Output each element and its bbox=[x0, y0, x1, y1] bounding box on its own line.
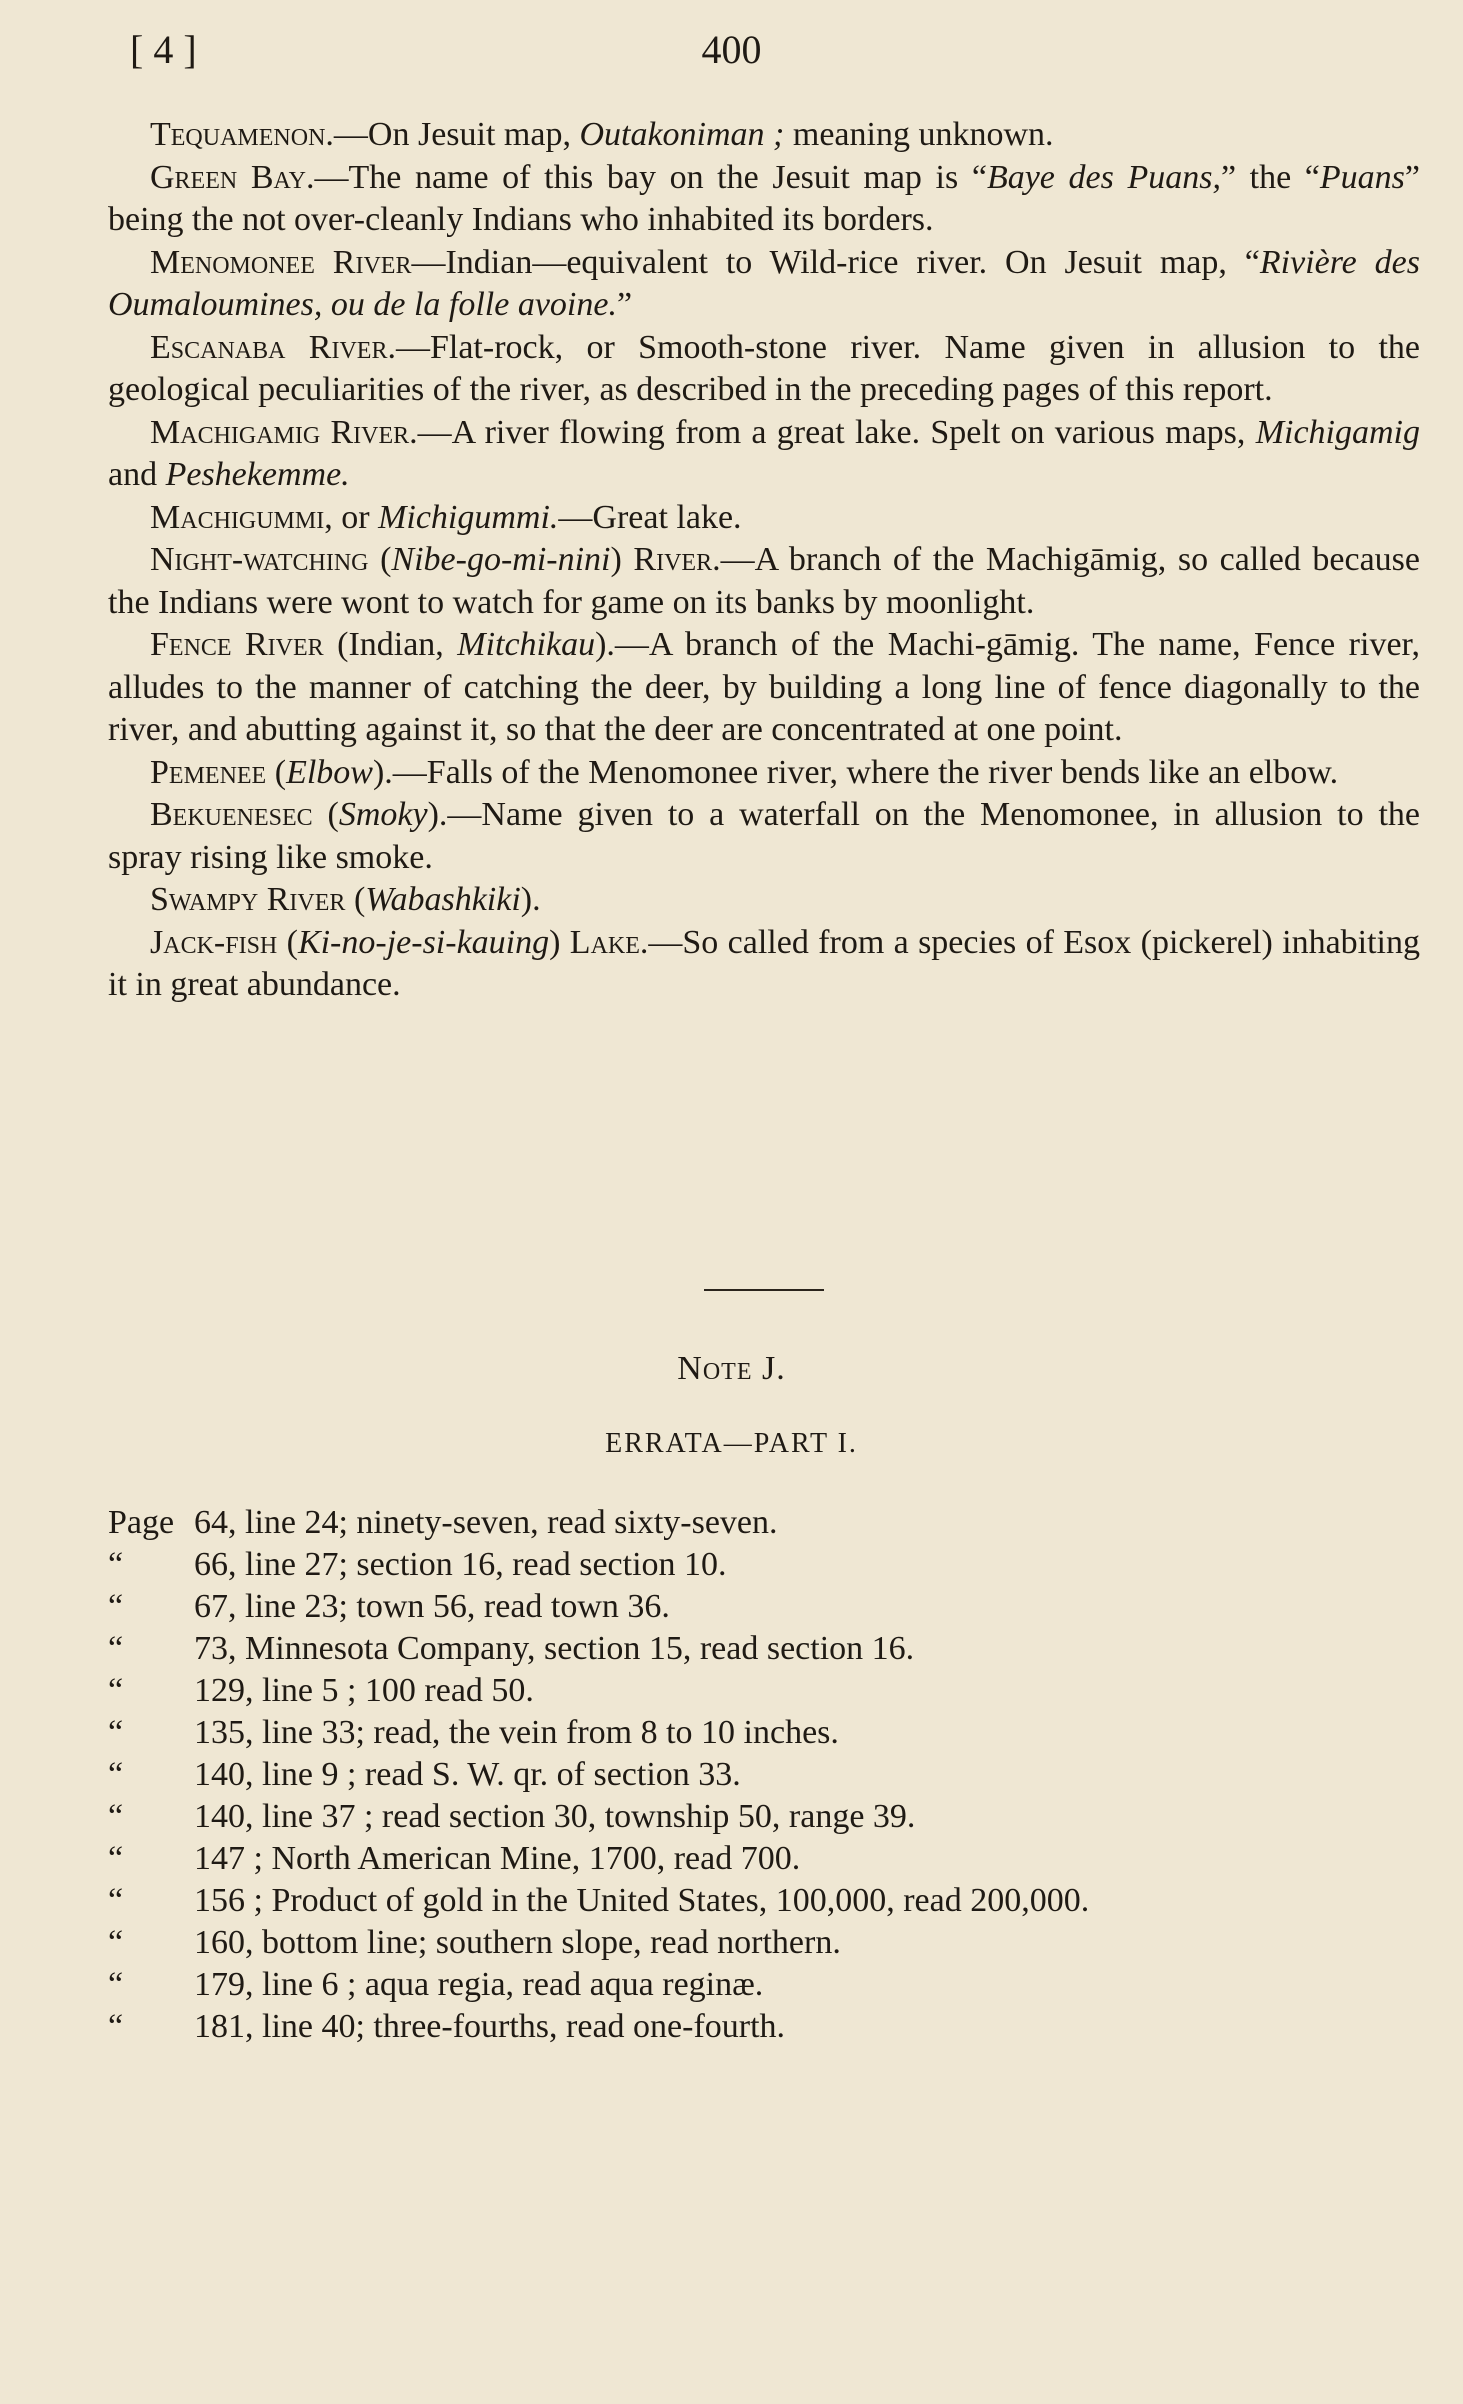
entry-text: River. bbox=[633, 541, 721, 578]
glossary-entry bbox=[108, 114, 1420, 157]
errata-text: 156 ; Product of gold in the United States, 100,000, read 200,000. bbox=[194, 1882, 1090, 1919]
errata-text: 181, line 40; three-fourths, read one-fourth. bbox=[194, 2008, 786, 2045]
glossary-entry bbox=[108, 242, 1420, 327]
errata-prefix: “ bbox=[108, 1924, 124, 1961]
glossary-entry bbox=[108, 157, 1420, 242]
entry-text: or bbox=[332, 498, 379, 536]
glossary-entry bbox=[108, 922, 1420, 1007]
glossary-entry bbox=[108, 794, 1420, 879]
errata-row bbox=[108, 1838, 1398, 1880]
errata-prefix: Page bbox=[108, 1504, 175, 1541]
entry-text: (Indian, bbox=[323, 626, 458, 663]
entry-text: Elbow bbox=[286, 753, 373, 791]
entry-heading: Pemenee bbox=[150, 753, 267, 791]
glossary-entry bbox=[108, 497, 1420, 540]
entry-text: ).—A branch of the Machi-gāmig. The name, Fence river, alludes to the manner of catching the deer, by building a long line of fence diagonally to the river, and abutting against it, so that the deer are concentrated at one point. bbox=[108, 626, 1420, 748]
errata-row bbox=[108, 2006, 1398, 2048]
errata-text: 160, bottom line; southern slope, read northern. bbox=[194, 1924, 841, 1961]
glossary-entry bbox=[108, 624, 1420, 752]
errata-prefix: “ bbox=[108, 1714, 124, 1751]
entry-heading: Bekuenesec bbox=[150, 796, 313, 833]
entry-text: Smoky bbox=[338, 796, 428, 833]
errata-prefix: “ bbox=[108, 1588, 124, 1625]
errata-row bbox=[108, 1922, 1398, 1964]
entry-heading: Machigamig River. bbox=[150, 413, 418, 451]
errata-prefix: “ bbox=[108, 1798, 124, 1835]
errata-text: 140, line 37 ; read section 30, township 50, range 39. bbox=[194, 1798, 916, 1835]
entry-text: —Great lake. bbox=[558, 498, 742, 536]
errata-prefix: “ bbox=[108, 1756, 124, 1793]
entry-text: ” bbox=[616, 286, 633, 323]
errata-row bbox=[108, 1964, 1398, 2006]
glossary-entry bbox=[108, 539, 1420, 624]
errata-text: 179, line 6 ; aqua regia, read aqua reginæ. bbox=[194, 1966, 764, 2003]
entry-heading: Machigummi, bbox=[150, 498, 333, 536]
errata-prefix: “ bbox=[108, 1966, 124, 2003]
entry-heading: Escanaba River. bbox=[150, 328, 396, 366]
entry-text: —The name of this bay on the Jesuit map is “ bbox=[314, 158, 987, 196]
entry-text: ” the “ bbox=[1220, 158, 1320, 196]
entry-text: Michigummi. bbox=[378, 498, 559, 536]
entry-text: ) bbox=[610, 541, 634, 578]
errata-text: 73, Minnesota Company, section 15, read section 16. bbox=[194, 1630, 915, 1667]
section-divider bbox=[704, 1289, 824, 1291]
errata-list bbox=[108, 1502, 1398, 2048]
entry-text: ).—Name given to a waterfall on the Menomonee, in allusion to the spray rising like smoke. bbox=[108, 796, 1420, 876]
entry-heading: Green Bay. bbox=[150, 158, 315, 196]
errata-prefix: “ bbox=[108, 1546, 124, 1583]
entry-heading: Tequamenon. bbox=[150, 116, 334, 153]
entry-text: Mitchikau bbox=[457, 626, 596, 663]
entry-text: —On Jesuit map, bbox=[333, 116, 580, 153]
entry-text: Puans bbox=[1319, 158, 1405, 196]
entry-text: —Indian—equivalent to Wild-rice river. On Jesuit map, “ bbox=[411, 243, 1260, 281]
entry-text: and bbox=[108, 456, 166, 493]
errata-prefix: “ bbox=[108, 2008, 124, 2045]
entry-text: ( bbox=[277, 923, 298, 961]
errata-row bbox=[108, 1880, 1398, 1922]
glossary-entry bbox=[108, 327, 1420, 412]
errata-prefix: “ bbox=[108, 1630, 124, 1667]
glossary-entry bbox=[108, 412, 1420, 497]
entry-text: ( bbox=[266, 753, 287, 791]
entry-text: Peshekemme. bbox=[165, 456, 350, 493]
errata-text: 147 ; North American Mine, 1700, read 700. bbox=[194, 1840, 801, 1877]
errata-prefix: “ bbox=[108, 1882, 124, 1919]
entry-heading: Jack-fish bbox=[150, 923, 278, 961]
entry-text: Nibe-go-mi-nini bbox=[391, 541, 611, 578]
entry-text: —A river flowing from a great lake. Spelt on various maps, bbox=[417, 413, 1256, 451]
glossary-entry bbox=[108, 752, 1420, 795]
entry-text: ( bbox=[312, 796, 339, 833]
entry-text: ).—Falls of the Menomonee river, where the river bends like an elbow. bbox=[372, 753, 1339, 791]
errata-row bbox=[108, 1712, 1398, 1754]
signature-mark: [ 4 ] bbox=[130, 27, 197, 72]
note-title: Note J. bbox=[677, 1350, 786, 1387]
entry-heading: Night-watching bbox=[150, 541, 369, 578]
errata-text: 67, line 23; town 56, read town 36. bbox=[194, 1588, 670, 1625]
errata-prefix: “ bbox=[108, 1672, 124, 1709]
errata-row bbox=[108, 1544, 1398, 1586]
entry-text: ). bbox=[520, 881, 541, 918]
entry-text: —So called from a species of Esox (pickerel) inhabiting it in great abundance. bbox=[108, 923, 1420, 1003]
errata-title: ERRATA—PART I. bbox=[605, 1428, 858, 1459]
entry-text: —Flat-rock, or Smooth-stone river. Name given in allusion to the geological peculiarities of the river, as described in the preceding pages of this report. bbox=[108, 328, 1420, 408]
entry-text: Michigamig bbox=[1255, 413, 1420, 451]
entry-text: Outakoniman ; bbox=[579, 116, 785, 153]
errata-row bbox=[108, 1502, 1398, 1544]
errata-row bbox=[108, 1628, 1398, 1670]
errata-text: 140, line 9 ; read S. W. qr. of section 33. bbox=[194, 1756, 741, 1793]
page-number: 400 bbox=[701, 27, 762, 72]
entry-text: ” being the not over-cleanly Indians who inhabited its borders. bbox=[108, 158, 1420, 238]
errata-row bbox=[108, 1796, 1398, 1838]
glossary-entry bbox=[108, 879, 1420, 922]
errata-text: 66, line 27; section 16, read section 10. bbox=[194, 1546, 727, 1583]
entry-text: Wabashkiki bbox=[365, 881, 521, 918]
entry-text: ( bbox=[345, 881, 366, 918]
errata-row bbox=[108, 1670, 1398, 1712]
place-name-glossary bbox=[108, 114, 1420, 1007]
errata-text: 129, line 5 ; 100 read 50. bbox=[194, 1672, 534, 1709]
entry-text: Rivière des Oumaloumines, ou de la folle avoine. bbox=[108, 243, 1420, 323]
entry-text: Baye des Puans, bbox=[986, 158, 1221, 196]
entry-text: Ki-no-je-si-kauing bbox=[297, 923, 550, 961]
errata-row bbox=[108, 1754, 1398, 1796]
errata-text: 135, line 33; read, the vein from 8 to 10 inches. bbox=[194, 1714, 839, 1751]
errata-row bbox=[108, 1586, 1398, 1628]
entry-text: meaning unknown. bbox=[784, 116, 1054, 153]
entry-text: —A branch of the Machigāmig, so called because the Indians were wont to watch for game on its banks by moonlight. bbox=[108, 541, 1420, 621]
entry-heading: Menomonee River bbox=[150, 243, 412, 281]
entry-text: ( bbox=[368, 541, 392, 578]
entry-heading: Swampy River bbox=[150, 881, 346, 918]
errata-prefix: “ bbox=[108, 1840, 124, 1877]
entry-text: ) bbox=[549, 923, 570, 961]
entry-heading: Fence River bbox=[150, 626, 324, 663]
page-header bbox=[0, 22, 1463, 82]
entry-text: Lake. bbox=[569, 923, 649, 961]
errata-text: 64, line 24; ninety-seven, read sixty-seven. bbox=[194, 1504, 778, 1541]
